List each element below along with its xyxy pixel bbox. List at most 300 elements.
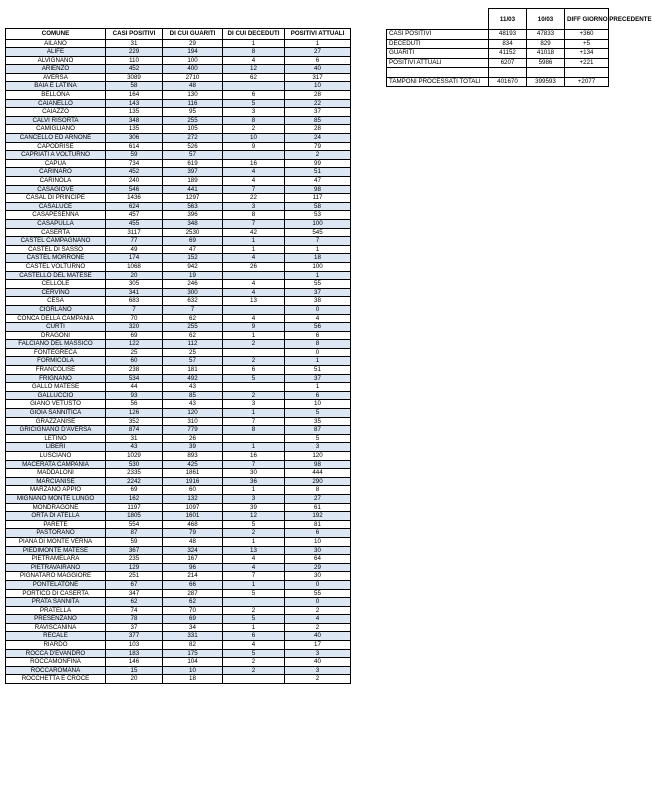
cell-guariti: 57 (163, 151, 223, 160)
cell-deceduti: 4 (223, 254, 285, 263)
table-row (6, 340, 351, 349)
summary-label: POSITIVI ATTUALI (387, 58, 489, 68)
cell-deceduti: 2 (223, 606, 285, 615)
cell-comune: ALIFE (6, 48, 106, 57)
cell-comune: PORTICO DI CASERTA (6, 589, 106, 598)
cell-positivi-attuali: 64 (285, 555, 351, 564)
cell-guariti: 120 (163, 409, 223, 418)
cell-guariti: 25 (163, 348, 223, 357)
cell-comune: CASAPESENNA (6, 211, 106, 220)
cell-deceduti: 4 (223, 168, 285, 177)
cell-guariti: 1916 (163, 477, 223, 486)
cell-casi-positivi: 129 (106, 563, 163, 572)
cell-guariti: 70 (163, 606, 223, 615)
cell-comune: CASTEL MORRONE (6, 254, 106, 263)
cell-casi-positivi: 20 (106, 675, 163, 684)
table-row (6, 73, 351, 82)
cell-guariti: 492 (163, 374, 223, 383)
cell-casi-positivi: 377 (106, 632, 163, 641)
cell-positivi-attuali: 22 (285, 99, 351, 108)
cell-guariti: 310 (163, 417, 223, 426)
cell-comune: GIOIA SANNITICA (6, 409, 106, 418)
table-row (6, 168, 351, 177)
cell-casi-positivi: 554 (106, 520, 163, 529)
summary-diff: +360 (565, 30, 609, 40)
cell-casi-positivi: 122 (106, 340, 163, 349)
cell-casi-positivi: 341 (106, 288, 163, 297)
cell-deceduti: 12 (223, 65, 285, 74)
table-row (6, 185, 351, 194)
cell-positivi-attuali: 99 (285, 159, 351, 168)
cell-positivi-attuali: 38 (285, 297, 351, 306)
cell-comune: CASAL DI PRINCIPE (6, 194, 106, 203)
cell-guariti: 779 (163, 426, 223, 435)
cell-comune: CARINOLA (6, 177, 106, 186)
table-row (6, 675, 351, 684)
cell-comune: GRAZZANISE (6, 417, 106, 426)
cell-comune: DRAGONI (6, 331, 106, 340)
cell-comune: CALVI RISORTA (6, 116, 106, 125)
table-row (6, 537, 351, 546)
table-row (6, 177, 351, 186)
table-row (6, 108, 351, 117)
cell-positivi-attuali: 545 (285, 228, 351, 237)
cell-casi-positivi: 74 (106, 606, 163, 615)
summary-header-date-2: 10/03 (527, 9, 565, 30)
summary-blank-cell (489, 68, 527, 78)
cell-comune: LIBERI (6, 443, 106, 452)
table-row (6, 623, 351, 632)
cell-guariti: 62 (163, 314, 223, 323)
cell-guariti: 66 (163, 580, 223, 589)
cell-positivi-attuali: 28 (285, 91, 351, 100)
cell-positivi-attuali: 6 (285, 391, 351, 400)
cell-casi-positivi: 44 (106, 383, 163, 392)
comuni-table (5, 28, 351, 684)
cell-guariti: 1861 (163, 469, 223, 478)
cell-positivi-attuali: 35 (285, 417, 351, 426)
cell-guariti: 10 (163, 666, 223, 675)
cell-positivi-attuali: 29 (285, 563, 351, 572)
table-row (6, 606, 351, 615)
cell-deceduti: 4 (223, 641, 285, 650)
cell-casi-positivi: 238 (106, 366, 163, 375)
cell-deceduti: 2 (223, 391, 285, 400)
cell-guariti: 255 (163, 116, 223, 125)
cell-deceduti (223, 434, 285, 443)
cell-guariti: 468 (163, 520, 223, 529)
cell-deceduti: 7 (223, 417, 285, 426)
table-row (6, 159, 351, 168)
table-row (6, 512, 351, 521)
cell-guariti: 619 (163, 159, 223, 168)
cell-positivi-attuali: 0 (285, 580, 351, 589)
cell-comune: PONTELATONE (6, 580, 106, 589)
cell-comune: GALLO MATESE (6, 383, 106, 392)
cell-guariti: 563 (163, 202, 223, 211)
cell-casi-positivi: 614 (106, 142, 163, 151)
cell-guariti: 441 (163, 185, 223, 194)
table-row (6, 486, 351, 495)
table-row (6, 48, 351, 57)
cell-casi-positivi: 7 (106, 305, 163, 314)
cell-comune: PIEDIMONTE MATESE (6, 546, 106, 555)
summary-value-1: 6207 (489, 58, 527, 68)
cell-casi-positivi: 348 (106, 116, 163, 125)
cell-deceduti: 5 (223, 374, 285, 383)
cell-comune: CASAPULLA (6, 219, 106, 228)
cell-guariti: 96 (163, 563, 223, 572)
cell-guariti: 48 (163, 82, 223, 91)
cell-casi-positivi: 251 (106, 572, 163, 581)
table-row (6, 391, 351, 400)
table-row (6, 228, 351, 237)
cell-deceduti: 1 (223, 237, 285, 246)
table-row (6, 494, 351, 503)
cell-positivi-attuali: 100 (285, 262, 351, 271)
cell-deceduti: 6 (223, 366, 285, 375)
cell-guariti: 112 (163, 340, 223, 349)
cell-casi-positivi: 235 (106, 555, 163, 564)
cell-positivi-attuali: 3 (285, 666, 351, 675)
cell-comune: GALLUCCIO (6, 391, 106, 400)
cell-positivi-attuali: 1 (285, 245, 351, 254)
cell-comune: CASTELLO DEL MATESE (6, 271, 106, 280)
cell-positivi-attuali: 117 (285, 194, 351, 203)
cell-deceduti: 1 (223, 409, 285, 418)
cell-casi-positivi: 367 (106, 546, 163, 555)
cell-comune: MIGNANO MONTE LUNGO (6, 494, 106, 503)
table-row (6, 142, 351, 151)
summary-table (386, 8, 652, 87)
summary-label: DECEDUTI (387, 39, 489, 49)
cell-deceduti: 62 (223, 73, 285, 82)
cell-casi-positivi: 1068 (106, 262, 163, 271)
summary-label: TAMPONI PROCESSATI TOTALI (387, 77, 489, 87)
cell-positivi-attuali: 40 (285, 658, 351, 667)
table-row (6, 443, 351, 452)
cell-deceduti: 1 (223, 486, 285, 495)
cell-casi-positivi: 229 (106, 48, 163, 57)
cell-deceduti: 9 (223, 142, 285, 151)
cell-casi-positivi: 67 (106, 580, 163, 589)
cell-casi-positivi: 59 (106, 151, 163, 160)
cell-comune: RECALE (6, 632, 106, 641)
cell-positivi-attuali: 10 (285, 400, 351, 409)
cell-positivi-attuali: 37 (285, 108, 351, 117)
cell-casi-positivi: 135 (106, 108, 163, 117)
table-row (6, 245, 351, 254)
header-comune: COMUNE (6, 29, 106, 40)
cell-deceduti: 5 (223, 520, 285, 529)
cell-positivi-attuali: 5 (285, 409, 351, 418)
cell-deceduti: 26 (223, 262, 285, 271)
cell-comune: AILANO (6, 39, 106, 48)
table-row (6, 91, 351, 100)
cell-comune: PIETRAVAIRANO (6, 563, 106, 572)
table-row (6, 271, 351, 280)
cell-guariti: 893 (163, 452, 223, 461)
cell-deceduti: 16 (223, 159, 285, 168)
cell-casi-positivi: 1029 (106, 452, 163, 461)
cell-casi-positivi: 455 (106, 219, 163, 228)
cell-deceduti: 5 (223, 99, 285, 108)
cell-guariti: 2530 (163, 228, 223, 237)
cell-guariti: 942 (163, 262, 223, 271)
cell-positivi-attuali: 0 (285, 348, 351, 357)
table-row (6, 374, 351, 383)
cell-positivi-attuali: 40 (285, 65, 351, 74)
cell-casi-positivi: 43 (106, 443, 163, 452)
cell-guariti: 62 (163, 331, 223, 340)
table-row (6, 288, 351, 297)
cell-comune: MARCIANISE (6, 477, 106, 486)
cell-casi-positivi: 146 (106, 658, 163, 667)
cell-guariti: 7 (163, 305, 223, 314)
cell-comune: CURTI (6, 323, 106, 332)
table-row (6, 297, 351, 306)
cell-positivi-attuali: 61 (285, 503, 351, 512)
cell-deceduti (223, 151, 285, 160)
cell-casi-positivi: 77 (106, 237, 163, 246)
cell-guariti: 425 (163, 460, 223, 469)
table-row (6, 469, 351, 478)
cell-deceduti: 8 (223, 211, 285, 220)
table-row (6, 116, 351, 125)
cell-comune: PRATELLA (6, 606, 106, 615)
cell-positivi-attuali: 87 (285, 426, 351, 435)
cell-guariti: 324 (163, 546, 223, 555)
cell-positivi-attuali: 2 (285, 623, 351, 632)
cell-guariti: 60 (163, 486, 223, 495)
cell-guariti: 69 (163, 615, 223, 624)
cell-guariti: 397 (163, 168, 223, 177)
cell-positivi-attuali: 53 (285, 211, 351, 220)
cell-deceduti (223, 598, 285, 607)
cell-comune: MARZANO APPIO (6, 486, 106, 495)
cell-comune: CASTEL DI SASSO (6, 245, 106, 254)
cell-guariti: 34 (163, 623, 223, 632)
table-row (6, 194, 351, 203)
summary-value-1: 834 (489, 39, 527, 49)
cell-positivi-attuali: 3 (285, 649, 351, 658)
cell-comune: PIETRAMELARA (6, 555, 106, 564)
table-row (6, 666, 351, 675)
cell-positivi-attuali: 24 (285, 134, 351, 143)
cell-comune: BELLONA (6, 91, 106, 100)
table-row (6, 572, 351, 581)
cell-guariti: 246 (163, 280, 223, 289)
summary-diff: +134 (565, 49, 609, 59)
table-row (6, 520, 351, 529)
header-casi-positivi: CASI POSITIVI (106, 29, 163, 40)
cell-comune: CAMIGLIANO (6, 125, 106, 134)
summary-value-1: 41152 (489, 49, 527, 59)
cell-casi-positivi: 103 (106, 641, 163, 650)
cell-positivi-attuali: 8 (285, 340, 351, 349)
cell-positivi-attuali: 79 (285, 142, 351, 151)
cell-casi-positivi: 1436 (106, 194, 163, 203)
cell-guariti: 2710 (163, 73, 223, 82)
cell-deceduti: 13 (223, 546, 285, 555)
cell-guariti: 175 (163, 649, 223, 658)
cell-deceduti: 5 (223, 589, 285, 598)
comuni-table-body (6, 39, 351, 684)
cell-guariti: 1297 (163, 194, 223, 203)
cell-comune: ALVIGNANO (6, 56, 106, 65)
cell-guariti: 18 (163, 675, 223, 684)
cell-deceduti: 4 (223, 280, 285, 289)
cell-positivi-attuali: 55 (285, 280, 351, 289)
cell-comune: CAIAZZO (6, 108, 106, 117)
table-row (6, 452, 351, 461)
cell-casi-positivi: 69 (106, 486, 163, 495)
cell-comune: ROCCA D'EVANDRO (6, 649, 106, 658)
cell-deceduti: 1 (223, 443, 285, 452)
cell-casi-positivi: 3117 (106, 228, 163, 237)
table-row (6, 615, 351, 624)
cell-guariti: 189 (163, 177, 223, 186)
cell-deceduti: 1 (223, 39, 285, 48)
table-row (6, 434, 351, 443)
table-row (6, 400, 351, 409)
cell-casi-positivi: 306 (106, 134, 163, 143)
summary-diff: +5 (565, 39, 609, 49)
cell-comune: BAIA E LATINA (6, 82, 106, 91)
cell-guariti: 130 (163, 91, 223, 100)
cell-comune: CAPRIATI A VOLTURNO (6, 151, 106, 160)
table-row (6, 580, 351, 589)
cell-comune: ROCCAROMANA (6, 666, 106, 675)
table-row (6, 563, 351, 572)
summary-value-2: 399593 (527, 77, 565, 87)
cell-positivi-attuali: 8 (285, 486, 351, 495)
cell-comune: CERVINO (6, 288, 106, 297)
cell-casi-positivi: 683 (106, 297, 163, 306)
cell-casi-positivi: 1197 (106, 503, 163, 512)
cell-positivi-attuali: 27 (285, 48, 351, 57)
cell-deceduti: 22 (223, 194, 285, 203)
cell-deceduti: 10 (223, 134, 285, 143)
cell-comune: AVERSA (6, 73, 106, 82)
cell-guariti: 43 (163, 383, 223, 392)
table-row (6, 305, 351, 314)
summary-value-2: 829 (527, 39, 565, 49)
cell-deceduti: 6 (223, 632, 285, 641)
summary-diff: +2077 (565, 77, 609, 87)
cell-deceduti (223, 305, 285, 314)
summary-row (387, 30, 609, 40)
cell-positivi-attuali: 55 (285, 589, 351, 598)
table-row (6, 632, 351, 641)
cell-casi-positivi: 2335 (106, 469, 163, 478)
cell-comune: PASTORANO (6, 529, 106, 538)
cell-deceduti: 5 (223, 649, 285, 658)
cell-casi-positivi: 70 (106, 314, 163, 323)
cell-deceduti: 12 (223, 512, 285, 521)
cell-positivi-attuali: 192 (285, 512, 351, 521)
cell-guariti: 287 (163, 589, 223, 598)
cell-guariti: 116 (163, 99, 223, 108)
cell-casi-positivi: 69 (106, 331, 163, 340)
cell-deceduti: 1 (223, 245, 285, 254)
cell-deceduti: 1 (223, 331, 285, 340)
table-row (6, 125, 351, 134)
cell-comune: LETINO (6, 434, 106, 443)
cell-casi-positivi: 37 (106, 623, 163, 632)
cell-deceduti (223, 271, 285, 280)
summary-value-1: 401670 (489, 77, 527, 87)
cell-guariti: 82 (163, 641, 223, 650)
cell-comune: ROCCHETTA E CROCE (6, 675, 106, 684)
table-row (6, 219, 351, 228)
summary-label: GUARITI (387, 49, 489, 59)
cell-casi-positivi: 93 (106, 391, 163, 400)
cell-casi-positivi: 2242 (106, 477, 163, 486)
cell-comune: FORMICOLA (6, 357, 106, 366)
cell-guariti: 57 (163, 357, 223, 366)
cell-deceduti: 1 (223, 623, 285, 632)
cell-comune: CASERTA (6, 228, 106, 237)
table-row (6, 503, 351, 512)
cell-casi-positivi: 624 (106, 202, 163, 211)
cell-guariti: 79 (163, 529, 223, 538)
summary-header (387, 9, 609, 30)
cell-guariti: 29 (163, 39, 223, 48)
cell-casi-positivi: 452 (106, 168, 163, 177)
table-row (6, 658, 351, 667)
cell-comune: CAPUA (6, 159, 106, 168)
cell-casi-positivi: 240 (106, 177, 163, 186)
cell-comune: PRESENZANO (6, 615, 106, 624)
cell-comune: RAVISCANINA (6, 623, 106, 632)
cell-casi-positivi: 110 (106, 56, 163, 65)
cell-guariti: 1601 (163, 512, 223, 521)
table-row (6, 211, 351, 220)
summary-value-2: 5986 (527, 58, 565, 68)
cell-guariti: 48 (163, 537, 223, 546)
cell-guariti: 272 (163, 134, 223, 143)
cell-positivi-attuali: 81 (285, 520, 351, 529)
cell-guariti: 47 (163, 245, 223, 254)
table-row (6, 314, 351, 323)
cell-guariti: 348 (163, 219, 223, 228)
summary-row (387, 77, 609, 87)
cell-casi-positivi: 143 (106, 99, 163, 108)
summary-blank-cell (387, 68, 489, 78)
cell-positivi-attuali: 56 (285, 323, 351, 332)
cell-casi-positivi: 457 (106, 211, 163, 220)
summary-row (387, 39, 609, 49)
table-row (6, 237, 351, 246)
cell-comune: CANCELLO ED ARNONE (6, 134, 106, 143)
cell-comune: GIANO VETUSTO (6, 400, 106, 409)
cell-guariti: 26 (163, 434, 223, 443)
cell-guariti: 132 (163, 494, 223, 503)
cell-comune: LUSCIANO (6, 452, 106, 461)
cell-guariti: 69 (163, 237, 223, 246)
cell-deceduti: 4 (223, 177, 285, 186)
cell-deceduti: 3 (223, 400, 285, 409)
cell-guariti: 62 (163, 598, 223, 607)
cell-positivi-attuali: 7 (285, 237, 351, 246)
cell-comune: FALCIANO DEL MASSICO (6, 340, 106, 349)
table-row (6, 151, 351, 160)
cell-guariti: 1097 (163, 503, 223, 512)
table-row (6, 39, 351, 48)
table-row (6, 323, 351, 332)
cell-deceduti: 8 (223, 116, 285, 125)
